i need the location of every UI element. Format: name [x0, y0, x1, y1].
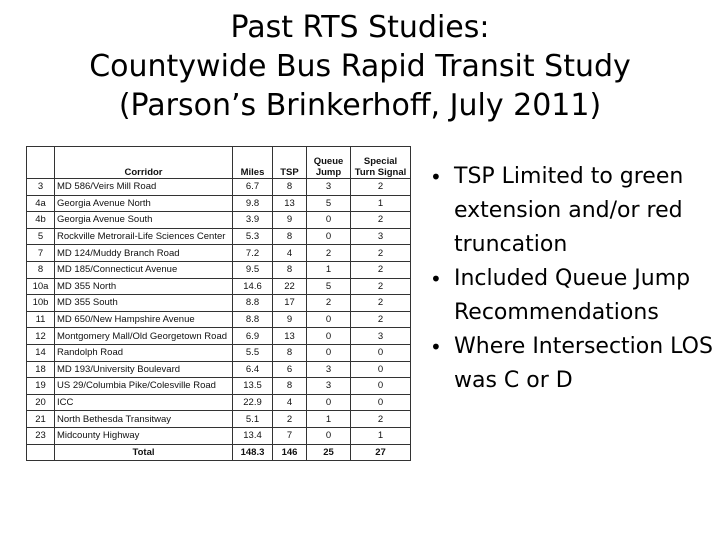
- cell-id: 7: [27, 245, 55, 262]
- cell-tsp: 9: [273, 212, 307, 229]
- cell-tsp: 8: [273, 378, 307, 395]
- table-row: [27, 411, 411, 428]
- cell-id: 10a: [27, 278, 55, 295]
- cell-id: 12: [27, 328, 55, 345]
- table-row: [27, 212, 411, 229]
- table-row: [27, 228, 411, 245]
- bullet-text: TSP Limited to green extension and/or red truncation: [454, 164, 684, 257]
- cell-tsp: 2: [273, 411, 307, 428]
- bullet-glyph: •: [430, 335, 442, 359]
- cell-special-turn-signal: 2: [351, 245, 411, 262]
- cell-special-turn-signal: 0: [351, 361, 411, 378]
- cell-queue-jump: 0: [307, 427, 351, 444]
- cell-miles: 9.8: [233, 195, 273, 212]
- cell-queue-jump: 0: [307, 328, 351, 345]
- cell-id: 20: [27, 394, 55, 411]
- cell-id: 3: [27, 179, 55, 196]
- cell-miles: 9.5: [233, 261, 273, 278]
- table-header-row: [27, 147, 411, 179]
- column-header-special-turn-signal: Special Turn Signal: [351, 147, 411, 179]
- cell-miles: 3.9: [233, 212, 273, 229]
- cell-corridor: Montgomery Mall/Old Georgetown Road: [55, 328, 233, 345]
- bullet-glyph: •: [430, 165, 442, 189]
- cell-corridor: Midcounty Highway: [55, 427, 233, 444]
- cell-id: 18: [27, 361, 55, 378]
- cell-id: 21: [27, 411, 55, 428]
- table-row: [27, 344, 411, 361]
- cell-special-turn-signal: 1: [351, 195, 411, 212]
- slide-title: [0, 8, 720, 125]
- cell-corridor: US 29/Columbia Pike/Colesville Road: [55, 378, 233, 395]
- cell-special-turn-signal: 0: [351, 344, 411, 361]
- cell-miles: 13.4: [233, 427, 273, 444]
- cell-corridor: MD 185/Connecticut Avenue: [55, 261, 233, 278]
- cell-queue-jump: 1: [307, 411, 351, 428]
- cell-corridor: Randolph Road: [55, 344, 233, 361]
- bullet-item: [424, 160, 714, 262]
- cell-tsp: 8: [273, 261, 307, 278]
- table-row: [27, 361, 411, 378]
- total-label: Total: [55, 444, 233, 461]
- title-line-2: Countywide Bus Rapid Transit Study: [89, 49, 631, 84]
- cell-queue-jump: 0: [307, 212, 351, 229]
- title-line-3: (Parson’s Brinkerhoff, July 2011): [118, 88, 602, 123]
- cell-miles: 7.2: [233, 245, 273, 262]
- cell-tsp: 8: [273, 228, 307, 245]
- total-miles: 148.3: [233, 444, 273, 461]
- cell-tsp: 7: [273, 427, 307, 444]
- cell-tsp: 6: [273, 361, 307, 378]
- cell-tsp: 13: [273, 195, 307, 212]
- cell-miles: 6.7: [233, 179, 273, 196]
- cell-corridor: MD 355 North: [55, 278, 233, 295]
- table-row: [27, 179, 411, 196]
- cell-queue-jump: 5: [307, 278, 351, 295]
- table-row: [27, 394, 411, 411]
- cell-corridor: MD 193/University Boulevard: [55, 361, 233, 378]
- bullet-list: [424, 160, 714, 398]
- column-header-tsp: TSP: [273, 147, 307, 179]
- cell-corridor: Georgia Avenue North: [55, 195, 233, 212]
- table-total-row: [27, 444, 411, 461]
- cell-id: 11: [27, 311, 55, 328]
- table-row: [27, 427, 411, 444]
- cell-id: 8: [27, 261, 55, 278]
- table-row: [27, 195, 411, 212]
- cell-special-turn-signal: 2: [351, 179, 411, 196]
- table-row: [27, 261, 411, 278]
- cell-special-turn-signal: 3: [351, 328, 411, 345]
- bullet-item: [424, 262, 714, 330]
- cell-special-turn-signal: 2: [351, 311, 411, 328]
- cell-corridor: MD 124/Muddy Branch Road: [55, 245, 233, 262]
- cell-id: 14: [27, 344, 55, 361]
- cell-special-turn-signal: 2: [351, 212, 411, 229]
- cell-queue-jump: 2: [307, 245, 351, 262]
- cell-special-turn-signal: 1: [351, 427, 411, 444]
- corridor-table: [26, 146, 411, 461]
- cell-tsp: 4: [273, 394, 307, 411]
- cell-miles: 22.9: [233, 394, 273, 411]
- cell-queue-jump: 2: [307, 295, 351, 312]
- cell-tsp: 9: [273, 311, 307, 328]
- cell-id: 4b: [27, 212, 55, 229]
- table-row: [27, 245, 411, 262]
- total-id-cell: [27, 444, 55, 461]
- cell-queue-jump: 0: [307, 344, 351, 361]
- cell-miles: 8.8: [233, 311, 273, 328]
- cell-miles: 5.5: [233, 344, 273, 361]
- table-row: [27, 295, 411, 312]
- cell-special-turn-signal: 2: [351, 278, 411, 295]
- table-body: [27, 179, 411, 445]
- cell-special-turn-signal: 3: [351, 228, 411, 245]
- table-row: [27, 378, 411, 395]
- cell-miles: 13.5: [233, 378, 273, 395]
- total-queue-jump: 25: [307, 444, 351, 461]
- cell-miles: 5.1: [233, 411, 273, 428]
- table-row: [27, 311, 411, 328]
- cell-tsp: 17: [273, 295, 307, 312]
- cell-queue-jump: 0: [307, 228, 351, 245]
- cell-corridor: MD 650/New Hampshire Avenue: [55, 311, 233, 328]
- bullet-text: Where Intersection LOS was C or D: [454, 334, 713, 393]
- bullet-item: [424, 330, 714, 398]
- cell-special-turn-signal: 2: [351, 411, 411, 428]
- cell-miles: 6.4: [233, 361, 273, 378]
- cell-special-turn-signal: 2: [351, 261, 411, 278]
- cell-tsp: 8: [273, 179, 307, 196]
- cell-tsp: 4: [273, 245, 307, 262]
- cell-miles: 6.9: [233, 328, 273, 345]
- cell-miles: 14.6: [233, 278, 273, 295]
- cell-corridor: MD 355 South: [55, 295, 233, 312]
- cell-corridor: ICC: [55, 394, 233, 411]
- cell-corridor: MD 586/Veirs Mill Road: [55, 179, 233, 196]
- cell-queue-jump: 5: [307, 195, 351, 212]
- cell-corridor: North Bethesda Transitway: [55, 411, 233, 428]
- cell-tsp: 22: [273, 278, 307, 295]
- cell-queue-jump: 1: [307, 261, 351, 278]
- cell-tsp: 13: [273, 328, 307, 345]
- column-header-queue-jump: Queue Jump: [307, 147, 351, 179]
- cell-id: 4a: [27, 195, 55, 212]
- bullet-glyph: •: [430, 267, 442, 291]
- cell-corridor: Rockville Metrorail-Life Sciences Center: [55, 228, 233, 245]
- cell-id: 5: [27, 228, 55, 245]
- cell-id: 19: [27, 378, 55, 395]
- total-tsp: 146: [273, 444, 307, 461]
- cell-miles: 8.8: [233, 295, 273, 312]
- cell-tsp: 8: [273, 344, 307, 361]
- column-header-miles: Miles: [233, 147, 273, 179]
- cell-queue-jump: 3: [307, 361, 351, 378]
- title-line-1: Past RTS Studies:: [230, 10, 490, 45]
- cell-special-turn-signal: 2: [351, 295, 411, 312]
- column-header-id: [27, 147, 55, 179]
- column-header-corridor: Corridor: [55, 147, 233, 179]
- cell-id: 23: [27, 427, 55, 444]
- cell-corridor: Georgia Avenue South: [55, 212, 233, 229]
- bullet-text: Included Queue Jump Recommendations: [454, 266, 691, 325]
- cell-queue-jump: 0: [307, 394, 351, 411]
- cell-queue-jump: 3: [307, 378, 351, 395]
- corridor-table-image: [26, 146, 410, 478]
- cell-id: 10b: [27, 295, 55, 312]
- table-row: [27, 278, 411, 295]
- cell-special-turn-signal: 0: [351, 394, 411, 411]
- cell-special-turn-signal: 0: [351, 378, 411, 395]
- cell-queue-jump: 0: [307, 311, 351, 328]
- table-row: [27, 328, 411, 345]
- cell-miles: 5.3: [233, 228, 273, 245]
- cell-queue-jump: 3: [307, 179, 351, 196]
- total-special-turn-signal: 27: [351, 444, 411, 461]
